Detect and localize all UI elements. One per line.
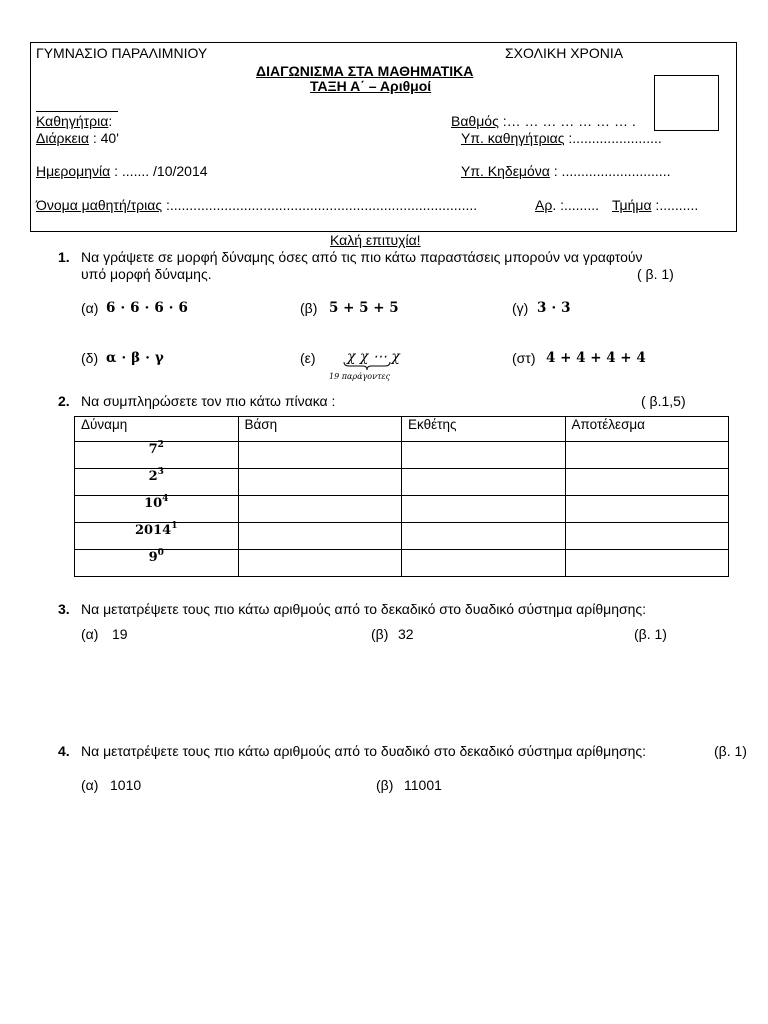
teacher-label: Καθηγήτρια bbox=[36, 113, 109, 129]
q1-b-expression: 5 + 5 + 5 bbox=[329, 300, 399, 316]
exponent-cell[interactable] bbox=[402, 442, 566, 469]
power-cell bbox=[75, 496, 239, 523]
grade-box bbox=[654, 75, 719, 131]
power-cell bbox=[75, 523, 239, 550]
exponent-cell[interactable] bbox=[402, 469, 566, 496]
student-name-field bbox=[36, 197, 477, 213]
q1-number: 1. bbox=[58, 249, 70, 265]
exponent-cell[interactable] bbox=[402, 496, 566, 523]
result-cell[interactable] bbox=[565, 442, 729, 469]
q4-number: 4. bbox=[58, 743, 70, 759]
power-base: 2014 bbox=[135, 523, 172, 538]
student-number-label: Αρ bbox=[535, 197, 553, 213]
table-row bbox=[75, 523, 729, 550]
base-cell[interactable] bbox=[238, 469, 402, 496]
base-cell[interactable] bbox=[238, 442, 402, 469]
test-title: ΔΙΑΓΩΝΙΣΜΑ ΣΤΑ ΜΑΘΗΜΑΤΙΚΑ bbox=[256, 63, 474, 79]
q1-text-line2: υπό μορφή δύναμης. bbox=[81, 266, 212, 282]
q2-number: 2. bbox=[58, 393, 70, 409]
class-subtitle: ΤΑΞΗ Α΄ – Αριθμοί bbox=[310, 78, 432, 94]
power-cell bbox=[75, 469, 239, 496]
guardian-signature-field bbox=[461, 163, 670, 179]
result-cell[interactable] bbox=[565, 550, 729, 577]
column-header: Βάση bbox=[238, 417, 402, 442]
q3-b-value: 32 bbox=[398, 626, 414, 642]
table-row bbox=[75, 469, 729, 496]
q4-text: Να μετατρέψετε τους πιο κάτω αριθμούς από το δυαδικό στο δεκαδικό σύστημα αρίθμησης: bbox=[81, 743, 647, 759]
result-cell[interactable] bbox=[565, 523, 729, 550]
grade-dots: :… … … … … … … . bbox=[498, 113, 636, 129]
power-base: 7 bbox=[148, 442, 158, 457]
table-row bbox=[75, 496, 729, 523]
table-row bbox=[75, 442, 729, 469]
q4-a-label: (α) bbox=[81, 777, 99, 793]
duration-value: : 40' bbox=[88, 130, 119, 146]
guardian-signature-label: Υπ. Κηδεμόνα bbox=[461, 163, 550, 179]
result-cell[interactable] bbox=[565, 469, 729, 496]
power-exponent: 1 bbox=[171, 521, 178, 531]
q1-st-expression: 4 + 4 + 4 + 4 bbox=[546, 350, 646, 366]
section-dots: :.......... bbox=[651, 197, 699, 213]
power-exponent: 0 bbox=[157, 548, 164, 558]
date-label: Ημερομηνία bbox=[36, 163, 111, 179]
q1-b-label: (β) bbox=[300, 300, 318, 316]
column-header: Δύναμη bbox=[75, 417, 239, 442]
duration-label: Διάρκεια bbox=[36, 130, 89, 146]
q3-a-label: (α) bbox=[81, 626, 99, 642]
grade-field bbox=[451, 113, 636, 129]
school-name: ΓΥΜΝΑΣΙΟ ΠΑΡΑΛΙΜΝΙΟΥ bbox=[36, 45, 208, 61]
q1-e-label: (ε) bbox=[300, 350, 316, 366]
q1-e-underbrace-text: 19 παράγοντες bbox=[329, 372, 391, 381]
school-year-label: ΣΧΟΛΙΚΗ ΧΡΟΝΙΑ bbox=[505, 45, 624, 61]
q1-c-expression: 3 ⋅ 3 bbox=[537, 300, 571, 316]
q2-text: Να συμπληρώσετε τον πιο κάτω πίνακα : bbox=[81, 393, 336, 409]
guardian-signature-dots: : ............................ bbox=[549, 163, 671, 179]
power-exponent: 3 bbox=[157, 467, 164, 477]
power-base: 9 bbox=[148, 550, 158, 565]
q2-points: ( β.1,5) bbox=[641, 393, 686, 409]
base-cell[interactable] bbox=[238, 550, 402, 577]
power-cell bbox=[75, 442, 239, 469]
q3-points: (β. 1) bbox=[634, 626, 667, 642]
q3-number: 3. bbox=[58, 601, 70, 617]
student-name-dots: :............................................................................... bbox=[162, 197, 478, 213]
power-exponent: 2 bbox=[157, 440, 164, 450]
teacher-field bbox=[36, 113, 112, 129]
q4-a-value: 1010 bbox=[110, 777, 142, 793]
q1-text-line1: Να γράψετε σε μορφή δύναμης όσες από τις πιο κάτω παραστάσεις μπορούν να γραφτούν bbox=[81, 249, 643, 265]
table-header-row bbox=[75, 417, 729, 442]
date-value: : ....... /10/2014 bbox=[110, 163, 208, 179]
q1-d-expression: α ⋅ β ⋅ γ bbox=[106, 350, 164, 366]
exponent-cell[interactable] bbox=[402, 523, 566, 550]
date-field bbox=[36, 163, 208, 179]
column-header: Εκθέτης bbox=[402, 417, 566, 442]
duration-field bbox=[36, 130, 119, 146]
teacher-signature-label: Υπ. καθηγήτριας bbox=[461, 130, 565, 146]
q1-st-label: (στ) bbox=[512, 350, 536, 366]
teacher-signature-field bbox=[461, 130, 662, 146]
teacher-colon: : bbox=[108, 113, 113, 129]
student-number-dots: . :......... bbox=[552, 197, 599, 213]
section-label: Τμήμα bbox=[612, 197, 652, 213]
power-table bbox=[74, 416, 729, 577]
q4-b-label: (β) bbox=[376, 777, 394, 793]
q1-c-label: (γ) bbox=[512, 300, 529, 316]
q1-d-label: (δ) bbox=[81, 350, 99, 366]
teacher-signature-dots: :....................... bbox=[564, 130, 662, 146]
grade-label: Βαθμός bbox=[451, 113, 499, 129]
section-field bbox=[612, 197, 698, 213]
power-base: 10 bbox=[144, 496, 163, 511]
q4-b-value: 11001 bbox=[404, 777, 442, 793]
good-luck: Καλή επιτυχία! bbox=[330, 232, 421, 248]
power-base: 2 bbox=[148, 469, 158, 484]
result-cell[interactable] bbox=[565, 496, 729, 523]
student-name-label: Όνομα μαθητή/τριας bbox=[36, 197, 163, 213]
underbrace-icon bbox=[343, 361, 391, 371]
q1-points: ( β. 1) bbox=[637, 266, 674, 282]
q4-points: (β. 1) bbox=[714, 743, 747, 759]
student-number-field bbox=[535, 197, 599, 213]
base-cell[interactable] bbox=[238, 496, 402, 523]
power-cell bbox=[75, 550, 239, 577]
q3-text: Να μετατρέψετε τους πιο κάτω αριθμούς από το δεκαδικό στο δυαδικό σύστημα αρίθμησης: bbox=[81, 601, 647, 617]
power-exponent: 4 bbox=[162, 494, 169, 504]
q1-a-label: (α) bbox=[81, 300, 99, 316]
table-row bbox=[75, 550, 729, 577]
exponent-cell[interactable] bbox=[402, 550, 566, 577]
base-cell[interactable] bbox=[238, 523, 402, 550]
q3-a-value: 19 bbox=[112, 626, 128, 642]
q1-e-expression: χ χ ⋯ χ bbox=[347, 349, 400, 365]
q3-b-label: (β) bbox=[371, 626, 389, 642]
column-header: Αποτέλεσμα bbox=[565, 417, 729, 442]
q1-a-expression: 6 ⋅ 6 ⋅ 6 ⋅ 6 bbox=[106, 300, 188, 316]
teacher-overline bbox=[36, 111, 118, 112]
